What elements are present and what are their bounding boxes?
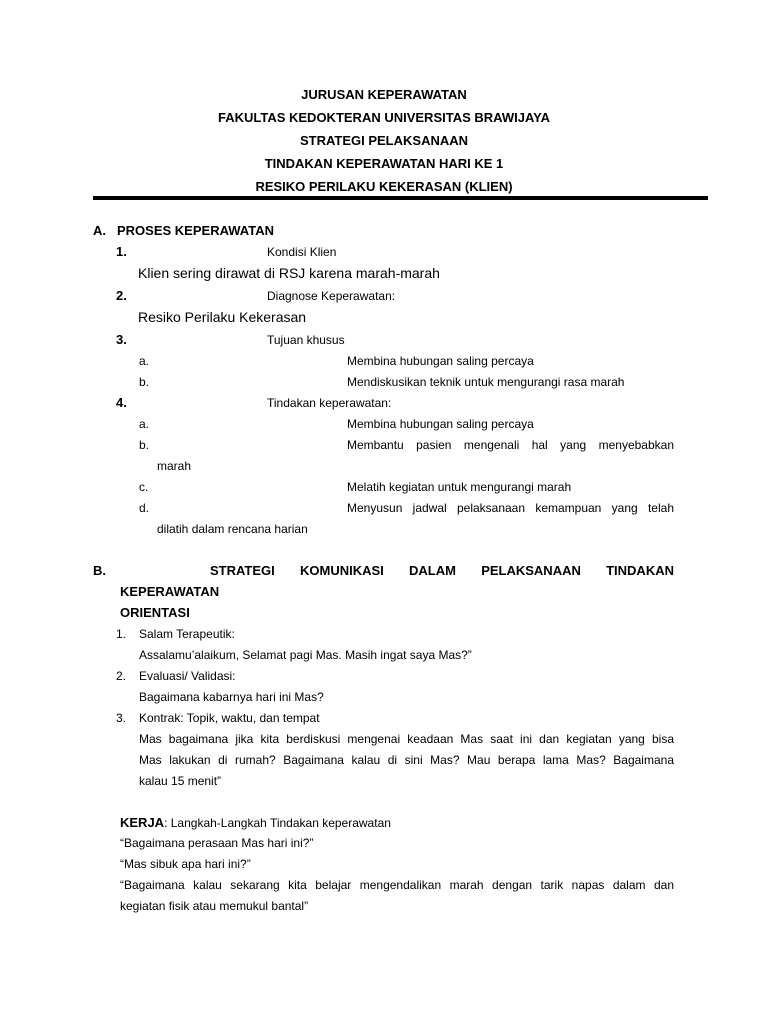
b-item-1-title: Salam Terapeutik:	[139, 627, 235, 641]
a-item-3a-letter: a.	[139, 354, 150, 368]
b-item-3-num: 3.	[116, 711, 127, 725]
a-item-4b-cont: marah	[157, 459, 192, 473]
orientasi-heading: ORIENTASI	[120, 605, 190, 620]
b-item-2-title: Evaluasi/ Validasi:	[139, 669, 236, 683]
a-item-4d-cont: dilatih dalam rencana harian	[157, 522, 308, 536]
a-item-3-num: 3.	[116, 332, 127, 347]
a-item-4a-text: Membina hubungan saling percaya	[347, 417, 534, 431]
a-item-4-num: 4.	[116, 395, 127, 410]
section-a-title: PROSES KEPERAWATAN	[117, 223, 274, 238]
kerja-label: KERJA	[120, 815, 165, 830]
b-item-1-num: 1.	[116, 627, 127, 641]
a-item-1-title: Kondisi Klien	[267, 245, 337, 259]
a-item-3-title: Tujuan khusus	[267, 333, 345, 347]
kerja-para-line-2: kegiatan fisik atau memukul bantal”	[120, 899, 309, 913]
section-b-title-line-1: STRATEGI KOMUNIKASI DALAM PELAKSANAAN TINDAKAN	[210, 563, 674, 578]
a-item-4c-text: Melatih kegiatan untuk mengurangi marah	[347, 480, 572, 494]
b-item-1-text: Assalamu’alaikum, Selamat pagi Mas. Masih ingat saya Mas?”	[139, 648, 472, 662]
header-line-5: RESIKO PERILAKU KEKERASAN (KLIEN)	[255, 179, 513, 194]
kerja-para-line-1: “Bagaimana kalau sekarang kita belajar mengendalikan marah dengan tarik napas dalam dan	[120, 878, 674, 892]
a-item-3b-text: Mendiskusikan teknik untuk mengurangi rasa marah	[347, 375, 625, 389]
b-item-3-line-3: kalau 15 menit”	[139, 774, 222, 788]
header-divider	[93, 196, 708, 200]
kerja-line-2: “Mas sibuk apa hari ini?”	[120, 857, 251, 871]
b-item-2-text: Bagaimana kabarnya hari ini Mas?	[139, 690, 324, 704]
a-item-4b-text: Membantu pasien mengenali hal yang menyebabkan	[347, 438, 674, 452]
a-item-4a-letter: a.	[139, 417, 150, 431]
kerja-line-1: “Bagaimana perasaan Mas hari ini?”	[120, 836, 314, 850]
header-line-3: STRATEGI PELAKSANAAN	[299, 133, 469, 148]
a-item-3b-letter: b.	[139, 375, 150, 389]
b-item-3-title: Kontrak: Topik, waktu, dan tempat	[139, 711, 320, 725]
header-line-2: FAKULTAS KEDOKTERAN UNIVERSITAS BRAWIJAYA	[217, 110, 550, 125]
b-item-3-line-2: Mas lakukan di rumah? Bagaimana kalau di sini Mas? Mau berapa lama Mas? Bagaimana	[139, 753, 674, 767]
a-item-2-text: Resiko Perilaku Kekerasan	[138, 309, 307, 325]
section-b-label: B.	[93, 563, 106, 578]
a-item-4c-letter: c.	[139, 480, 149, 494]
header-line-4: TINDAKAN KEPERAWATAN HARI KE 1	[264, 156, 504, 171]
a-item-4-title: Tindakan keperawatan:	[267, 396, 392, 410]
a-item-4b-letter: b.	[139, 438, 150, 452]
kerja-line	[120, 815, 391, 830]
b-item-3-line-1: Mas bagaimana jika kita berdiskusi mengenai keadaan Mas saat ini dan kegiatan yang bisa	[139, 732, 674, 746]
section-a-label: A.	[93, 223, 106, 238]
a-item-2-title: Diagnose Keperawatan:	[267, 289, 396, 303]
header-line-1: JURUSAN KEPERAWATAN	[301, 87, 467, 102]
a-item-3a-text: Membina hubungan saling percaya	[347, 354, 534, 368]
a-item-2-num: 2.	[116, 288, 127, 303]
a-item-1-text: Klien sering dirawat di RSJ karena marah-marah	[138, 265, 440, 281]
a-item-4d-letter: d.	[139, 501, 150, 515]
a-item-1-num: 1.	[116, 244, 127, 259]
kerja-rest: : Langkah-Langkah Tindakan keperawatan	[164, 816, 391, 830]
a-item-4d-text: Menyusun jadwal pelaksanaan kemampuan yang telah	[347, 501, 674, 515]
b-item-2-num: 2.	[116, 669, 127, 683]
section-b-title-line-2: KEPERAWATAN	[120, 584, 220, 599]
